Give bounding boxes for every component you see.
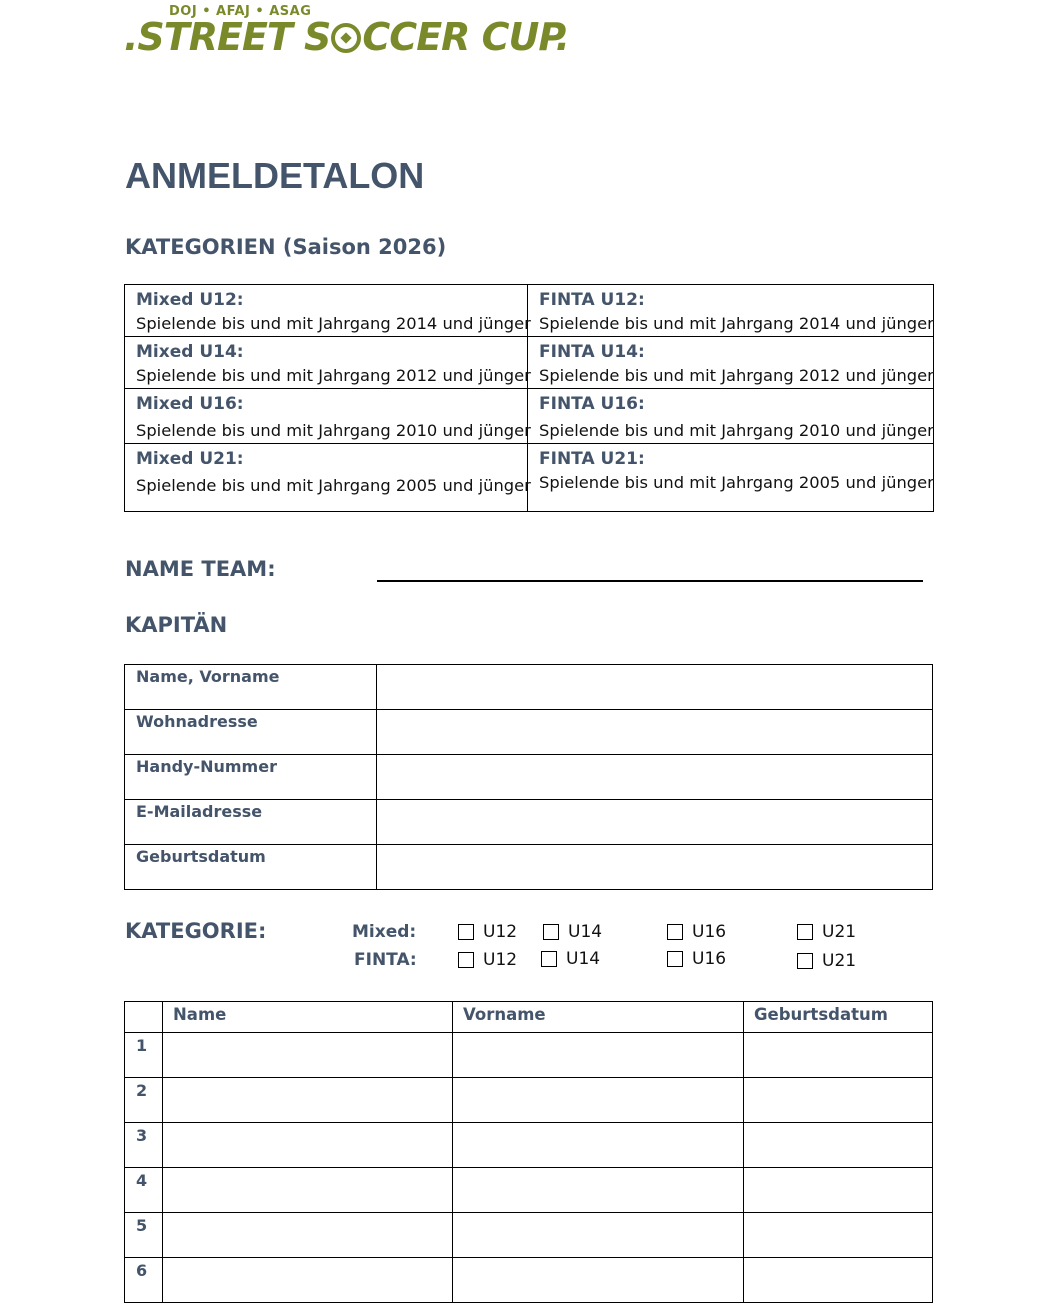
categories-heading: KATEGORIEN (Saison 2026) — [125, 235, 447, 259]
player-firstname-input[interactable] — [453, 1123, 744, 1168]
player-row — [125, 1258, 933, 1303]
player-firstname-input[interactable] — [453, 1033, 744, 1078]
checkbox-icon — [543, 924, 559, 940]
player-name-input[interactable] — [163, 1213, 453, 1258]
player-row — [125, 1123, 933, 1168]
player-birthdate-input[interactable] — [744, 1258, 933, 1303]
player-birthdate-input[interactable] — [744, 1168, 933, 1213]
player-birthdate-input[interactable] — [744, 1033, 933, 1078]
player-birthdate-input[interactable] — [744, 1078, 933, 1123]
checkbox-icon — [797, 953, 813, 969]
captain-field-label: E-Mailadresse — [125, 800, 377, 845]
player-name-input[interactable] — [163, 1033, 453, 1078]
street-soccer-cup-logo — [124, 4, 569, 60]
checkbox-icon — [458, 924, 474, 940]
player-name-input[interactable] — [163, 1123, 453, 1168]
category-cell: Mixed U16: Spielende bis und mit Jahrgang 2010 und jünger — [125, 389, 528, 444]
players-header-name: Name — [163, 1002, 453, 1033]
player-number: 5 — [125, 1213, 163, 1258]
player-name-input[interactable] — [163, 1078, 453, 1123]
category-cell: Mixed U12: Spielende bis und mit Jahrgang 2014 und jünger — [125, 285, 528, 337]
players-header-number — [125, 1002, 163, 1033]
finta-u16-checkbox[interactable]: U16 — [667, 949, 726, 969]
category-cell: FINTA U21: Spielende bis und mit Jahrgang 2005 und jünger — [528, 444, 934, 512]
players-header-firstname: Vorname — [453, 1002, 744, 1033]
players-table — [124, 1001, 933, 1303]
captain-birthdate-input[interactable] — [377, 845, 933, 890]
player-name-input[interactable] — [163, 1258, 453, 1303]
category-label: KATEGORIE: — [125, 919, 267, 943]
player-row — [125, 1078, 933, 1123]
player-firstname-input[interactable] — [453, 1213, 744, 1258]
captain-email-input[interactable] — [377, 800, 933, 845]
player-number: 3 — [125, 1123, 163, 1168]
mixed-u14-checkbox[interactable]: U14 — [543, 922, 602, 942]
team-name-field[interactable] — [377, 580, 923, 582]
checkbox-icon — [667, 951, 683, 967]
page-title: ANMELDETALON — [125, 155, 425, 196]
team-name-label: NAME TEAM: — [125, 557, 276, 581]
captain-field-label: Handy-Nummer — [125, 755, 377, 800]
captain-heading: KAPITÄN — [125, 613, 228, 637]
logo-organizations: DOJ • AFAJ • ASAG — [169, 4, 312, 19]
player-birthdate-input[interactable] — [744, 1123, 933, 1168]
checkbox-icon — [667, 924, 683, 940]
category-cell: Mixed U14: Spielende bis und mit Jahrgang 2012 und jünger — [125, 337, 528, 389]
player-row — [125, 1213, 933, 1258]
mixed-u16-checkbox[interactable]: U16 — [667, 922, 726, 942]
player-row — [125, 1168, 933, 1213]
finta-u21-checkbox[interactable]: U21 — [797, 951, 856, 971]
captain-field-label: Geburtsdatum — [125, 845, 377, 890]
player-firstname-input[interactable] — [453, 1258, 744, 1303]
checkbox-icon — [458, 952, 474, 968]
soccer-ball-icon — [331, 23, 361, 53]
category-cell: FINTA U16: Spielende bis und mit Jahrgang 2010 und jünger — [528, 389, 934, 444]
player-number: 4 — [125, 1168, 163, 1213]
mixed-u21-checkbox[interactable]: U21 — [797, 922, 856, 942]
captain-field-label: Name, Vorname — [125, 665, 377, 710]
player-row — [125, 1033, 933, 1078]
captain-name-input[interactable] — [377, 665, 933, 710]
checkbox-icon — [797, 924, 813, 940]
category-cell: FINTA U12: Spielende bis und mit Jahrgang 2014 und jünger — [528, 285, 934, 337]
mixed-u12-checkbox[interactable]: U12 — [458, 922, 517, 942]
player-firstname-input[interactable] — [453, 1078, 744, 1123]
finta-u14-checkbox[interactable]: U14 — [541, 949, 600, 969]
category-cell: FINTA U14: Spielende bis und mit Jahrgang 2012 und jünger — [528, 337, 934, 389]
finta-label: FINTA: — [354, 950, 417, 970]
player-birthdate-input[interactable] — [744, 1213, 933, 1258]
player-name-input[interactable] — [163, 1168, 453, 1213]
categories-table — [124, 284, 934, 512]
captain-phone-input[interactable] — [377, 755, 933, 800]
player-firstname-input[interactable] — [453, 1168, 744, 1213]
category-cell: Mixed U21: Spielende bis und mit Jahrgang 2005 und jünger — [125, 444, 528, 512]
finta-u12-checkbox[interactable]: U12 — [458, 950, 517, 970]
logo-wordmark: .STREET S CCER CUP. — [124, 15, 569, 59]
checkbox-icon — [541, 951, 557, 967]
mixed-label: Mixed: — [352, 922, 417, 942]
player-number: 6 — [125, 1258, 163, 1303]
player-number: 1 — [125, 1033, 163, 1078]
player-number: 2 — [125, 1078, 163, 1123]
captain-field-label: Wohnadresse — [125, 710, 377, 755]
captain-table — [124, 664, 933, 890]
players-header-birthdate: Geburtsdatum — [744, 1002, 933, 1033]
captain-address-input[interactable] — [377, 710, 933, 755]
